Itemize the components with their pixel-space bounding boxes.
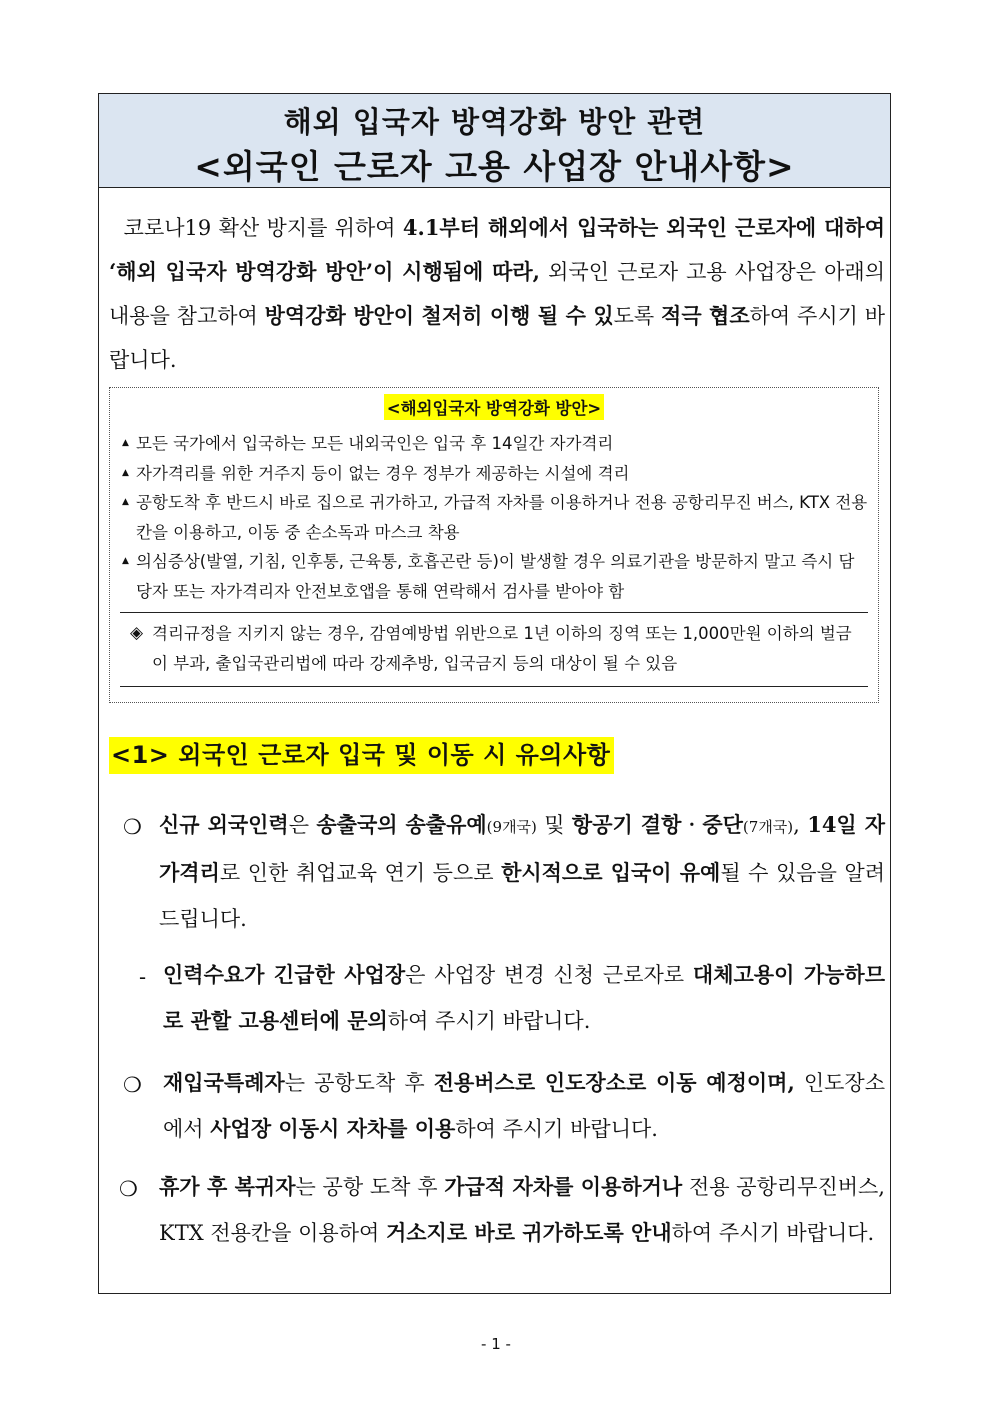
section-heading: <1> 외국인 근로자 입국 및 이동 시 유의사항 (109, 737, 614, 774)
circle-bullet-icon: ❍ (119, 1177, 138, 1201)
text: 및 (536, 813, 572, 837)
text-bold: 송출국의 송출유예 (316, 812, 487, 837)
page-title-line1: 해외 입국자 방역강화 방안 관련 (283, 105, 706, 139)
text: 은 사업장 변경 신청 근로자로 (405, 963, 693, 987)
text: , (793, 813, 808, 837)
text: 하여 주시기 바랍니다. (455, 1117, 658, 1141)
list-item (122, 429, 868, 459)
measures-title: <해외입국자 방역강화 방안> (384, 394, 604, 420)
measures-box (109, 387, 879, 703)
intro-paragraph (109, 206, 885, 382)
intro-text-3: 도록 (613, 304, 662, 328)
penalty-notice-text: 격리규정을 지키지 않는 경우, 감염예방법 위반으로 1년 이하의 징역 또는 1,000만원 이하의 벌금이 부과, 출입국관리법에 따라 강제추방, 입국금지 등의 대상이 될 수 있음 (152, 624, 852, 673)
text: 될 수 있음을 알려드립니다. (159, 861, 885, 931)
list-item (122, 488, 868, 547)
diamond-bullet-icon: ◈ (130, 623, 144, 643)
text-bold: 신규 외국인력 (159, 812, 289, 837)
circle-bullet-icon: ❍ (123, 815, 142, 839)
text: 인도장소에서 (163, 1071, 885, 1141)
list-item-text: 의심증상(발열, 기침, 인후통, 근육통, 호흡곤란 등)이 발생할 경우 의료기관을 방문하지 말고 즉시 담당자 또는 자가격리자 안전보호앱을 통해 연락해서 검사를 받아야 함 (136, 552, 855, 601)
list-item (122, 547, 868, 606)
divider-top (120, 612, 868, 613)
text: 하여 주시기 바랍니다. (671, 1221, 875, 1245)
triangle-bullet-icon: ▲ (122, 556, 129, 566)
text: 전용 공항리무진버스, KTX 전용칸을 이용하여 (159, 1175, 885, 1245)
text: 하여 주시기 바랍니다. (387, 1009, 591, 1033)
text-bold: 전용버스로 인도장소로 이동 예정이며, (433, 1070, 795, 1095)
intro-bold-2: 방역강화 방안이 철저히 이행 될 수 있 (264, 303, 614, 328)
dash-bullet: - (139, 965, 147, 989)
list-item-text: 모든 국가에서 입국하는 모든 내외국인은 입국 후 14일간 자가격리 (136, 434, 614, 453)
intro-text-4: 하여 주시기 바랍니다. (109, 304, 885, 372)
text-bold: 재입국특례자 (163, 1070, 285, 1095)
item-new-workers (159, 802, 885, 942)
text: 는 공항 도착 후 (295, 1175, 445, 1199)
item-returning-from-leave (159, 1164, 885, 1256)
list-item-text: 자가격리를 위한 거주지 등이 없는 경우 정부가 제공하는 시설에 격리 (136, 463, 630, 483)
text: 로 인한 취업교육 연기 등으로 (219, 861, 502, 885)
intro-text-1: 코로나19 확산 방지를 위하여 (123, 216, 403, 240)
triangle-bullet-icon: ▲ (122, 438, 129, 448)
text-small: (7개국) (742, 818, 794, 836)
text-bold: 휴가 후 복귀자 (159, 1174, 296, 1199)
page-title-line2: <외국인 근로자 고용 사업장 안내사항> (194, 147, 795, 186)
page-number: - 1 - (481, 1335, 511, 1353)
measures-list (122, 429, 868, 606)
text-bold: 가급적 자차를 이용하거나 (444, 1174, 683, 1199)
divider-bottom (120, 686, 868, 687)
title-box (99, 94, 890, 188)
text-bold: 사업장 이동시 자차를 이용 (210, 1116, 456, 1141)
list-item (122, 459, 868, 489)
triangle-bullet-icon: ▲ (122, 467, 129, 478)
text-small: (9개국) (486, 818, 537, 836)
item-reentry (163, 1060, 885, 1152)
text-bold: 한시적으로 입국이 유예 (501, 860, 721, 885)
penalty-notice (130, 619, 864, 678)
intro-bold-1: 4.1부터 해외에서 입국하는 외국인 근로자에 대하여 ‘해외 입국자 방역강화 방안’이 시행됨에 따라, (109, 215, 885, 284)
notice-frame (98, 93, 891, 1294)
text-bold: 14일 자가격리 (159, 812, 885, 885)
text: 은 (288, 813, 317, 837)
text-bold: 인력수요가 긴급한 사업장 (163, 962, 406, 987)
text-bold: 대체고용이 가능하므로 관할 고용센터에 문의 (163, 962, 885, 1033)
item-urgent-workplace (163, 952, 885, 1044)
list-item-text: 공항도착 후 반드시 바로 집으로 귀가하고, 가급적 자차를 이용하거나 전용 공항리무진 버스, KTX 전용칸을 이용하고, 이동 중 손소독과 마스크 착용 (136, 493, 868, 542)
circle-bullet-icon: ❍ (123, 1073, 142, 1097)
text: 는 공항도착 후 (284, 1071, 434, 1095)
text-bold: 거소지로 바로 귀가하도록 안내 (385, 1220, 672, 1245)
intro-text-2: 외국인 근로자 고용 사업장은 아래의 내용을 참고하여 (109, 260, 885, 328)
text-bold: 항공기 결항‧중단 (571, 812, 743, 837)
triangle-bullet-icon: ▲ (122, 497, 129, 507)
intro-bold-3: 적극 협조 (661, 303, 750, 328)
